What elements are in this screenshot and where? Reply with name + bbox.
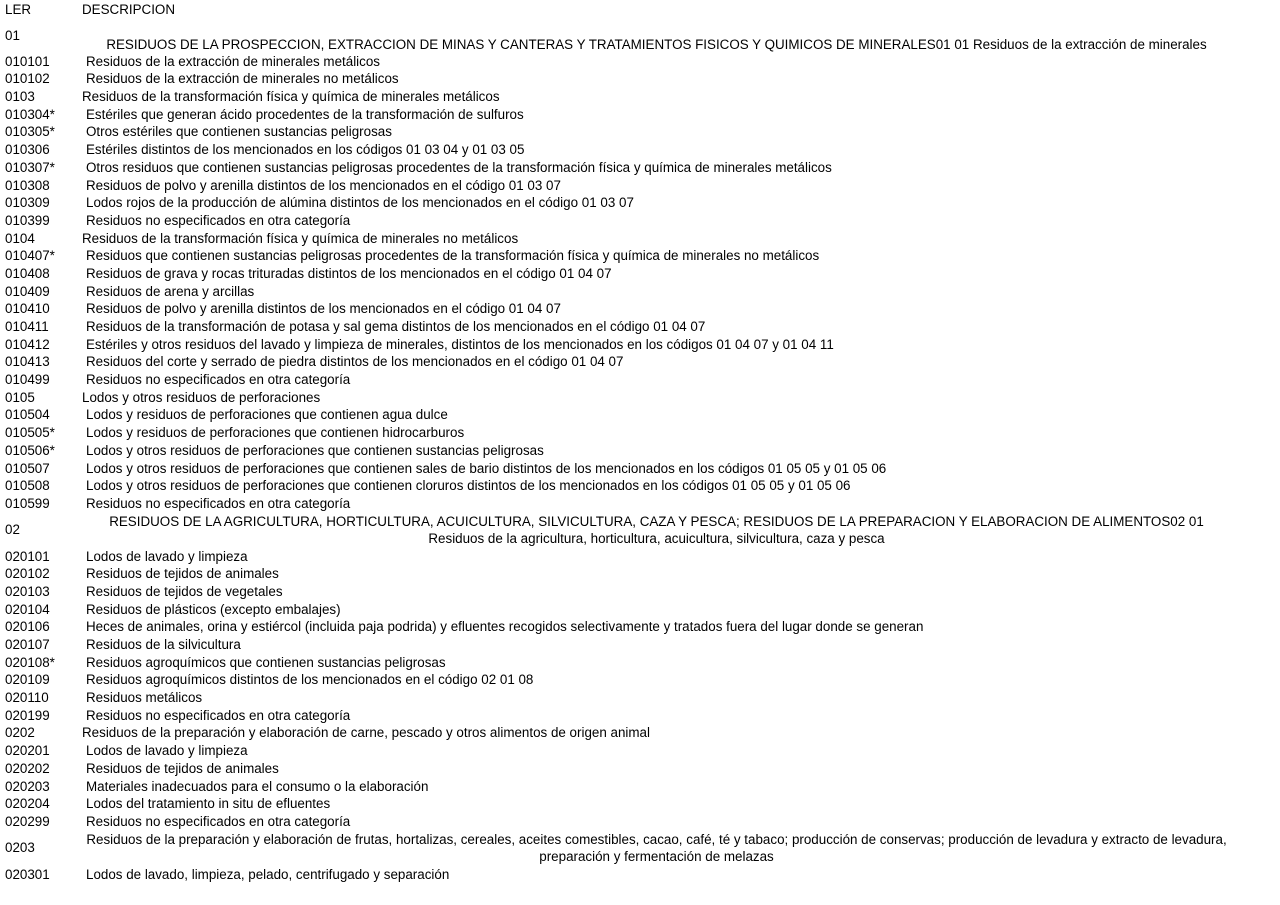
description: Lodos de lavado y limpieza <box>86 548 248 564</box>
ler-code: 01 <box>5 27 20 43</box>
table-row <box>0 689 1280 707</box>
subchapter-row <box>0 230 1280 248</box>
description: Lodos de lavado y limpieza <box>86 743 248 759</box>
ler-code: 010407* <box>5 248 55 264</box>
column-header-descripcion: DESCRIPCION <box>82 2 176 17</box>
ler-code: 02 <box>5 521 20 537</box>
table-row <box>0 866 1280 884</box>
table-row <box>0 70 1280 88</box>
description: Materiales inadecuados para el consumo o la elaboración <box>86 778 429 794</box>
description: Lodos de lavado, limpieza, pelado, centrifugado y separación <box>86 866 450 882</box>
description: Residuos de la silvicultura <box>86 637 241 652</box>
chapter-row <box>0 513 1280 548</box>
description: Residuos que contienen sustancias peligrosas procedentes de la transformación física y química de minerales no metálicos <box>86 248 820 264</box>
ler-code: 020301 <box>5 866 50 882</box>
ler-code: 010305* <box>5 124 55 140</box>
description: Heces de animales, orina y estiércol (incluida paja podrida) y efluentes recogidos selectivamente y tratados fuera del lugar donde se generan <box>86 619 924 635</box>
description: Estériles distintos de los mencionados en los códigos 01 03 04 y 01 03 05 <box>86 142 525 158</box>
description: Residuos de polvo y arenilla distintos de los mencionados en el código 01 04 07 <box>86 301 561 317</box>
ler-code: 020201 <box>5 743 50 759</box>
ler-code: 010309 <box>5 195 50 211</box>
subchapter-row <box>0 389 1280 407</box>
ler-code: 0105 <box>5 389 35 405</box>
description: Residuos de la preparación y elaboración de carne, pescado y otros alimentos de origen animal <box>82 725 650 741</box>
table-row <box>0 336 1280 354</box>
ler-code: 020299 <box>5 813 50 829</box>
ler-code: 010409 <box>5 283 50 299</box>
description: Residuos de la preparación y elaboración de frutas, hortalizas, cereales, aceites comestibles, cacao, café, té y tabaco; producción de conservas; producción de levadura y extracto de levadura, preparación y fermentación de melazas <box>86 831 1227 865</box>
ler-code: 0202 <box>5 725 35 741</box>
subchapter-row <box>0 724 1280 742</box>
ler-code: 020102 <box>5 566 50 582</box>
ler-code: 010399 <box>5 212 50 228</box>
table-row <box>0 123 1280 141</box>
description: Residuos no especificados en otra categoría <box>86 495 351 511</box>
ler-code: 010412 <box>5 336 50 352</box>
description: Lodos y residuos de perforaciones que contienen hidrocarburos <box>86 425 465 441</box>
description: Residuos no especificados en otra categoría <box>86 707 351 723</box>
ler-code: 020108* <box>5 654 55 670</box>
ler-code: 020103 <box>5 583 50 599</box>
table-row <box>0 636 1280 654</box>
table-row <box>0 760 1280 778</box>
ler-code: 020203 <box>5 778 50 794</box>
table-row <box>0 371 1280 389</box>
table-row <box>0 813 1280 831</box>
ler-code: 010101 <box>5 53 50 69</box>
description: Residuos no especificados en otra categoría <box>86 813 351 829</box>
table-row <box>0 265 1280 283</box>
table-row <box>0 353 1280 371</box>
waste-code-table <box>0 1 1280 883</box>
description: Residuos del corte y serrado de piedra distintos de los mencionados en el código 01 04 07 <box>86 354 624 370</box>
table-row <box>0 283 1280 301</box>
description: Residuos de plásticos (excepto embalajes) <box>86 601 341 617</box>
table-row <box>0 300 1280 318</box>
table-row <box>0 548 1280 566</box>
description: Residuos de la transformación física y química de minerales no metálicos <box>82 230 519 246</box>
description: Residuos de tejidos de animales <box>86 566 279 582</box>
ler-code: 020101 <box>5 548 50 564</box>
description: Lodos del tratamiento in situ de efluentes <box>86 796 331 812</box>
description: Otros residuos que contienen sustancias peligrosas procedentes de la transformación física y química de minerales metálicos <box>86 159 832 175</box>
table-row <box>0 141 1280 159</box>
description: Lodos rojos de la producción de alúmina distintos de los mencionados en el código 01 03 07 <box>86 195 634 211</box>
ler-code: 020104 <box>5 601 50 617</box>
table-row <box>0 778 1280 796</box>
table-row <box>0 565 1280 583</box>
ler-code: 010507 <box>5 460 50 476</box>
description: Residuos agroquímicos que contienen sustancias peligrosas <box>86 654 446 670</box>
ler-code: 020199 <box>5 707 50 723</box>
table-row <box>0 194 1280 212</box>
description: Residuos de la transformación de potasa y sal gema distintos de los mencionados en el código 01 04 07 <box>86 319 706 334</box>
ler-code: 0103 <box>5 89 35 105</box>
table-row <box>0 618 1280 636</box>
description: Residuos de la transformación física y química de minerales metálicos <box>82 89 500 105</box>
description: RESIDUOS DE LA AGRICULTURA, HORTICULTURA, ACUICULTURA, SILVICULTURA, CAZA Y PESCA; RESIDUOS DE LA PREPARACION Y ELABORACION DE ALIMENTOS02 01 Residuos de la agricultura, horticultura, acuicultura, silvicultura, caza y pesca <box>109 513 1204 547</box>
ler-code: 020204 <box>5 796 50 812</box>
description: Residuos de la extracción de minerales no metálicos <box>86 71 399 87</box>
ler-code: 020106 <box>5 619 50 635</box>
description: Lodos y otros residuos de perforaciones que contienen sustancias peligrosas <box>86 442 544 458</box>
table-row <box>0 671 1280 689</box>
description: Residuos de polvo y arenilla distintos de los mencionados en el código 01 03 07 <box>86 177 561 193</box>
description: Estériles y otros residuos del lavado y limpieza de minerales, distintos de los mencionados en los códigos 01 04 07 y 01 04 11 <box>86 336 834 352</box>
description: Residuos no especificados en otra categoría <box>86 212 351 228</box>
table-row <box>0 460 1280 478</box>
description: Lodos y otros residuos de perforaciones que contienen cloruros distintos de los mencionados en los códigos 01 05 05 y 01 05 06 <box>86 478 851 494</box>
description: Otros estériles que contienen sustancias peligrosas <box>86 124 392 140</box>
table-row <box>0 601 1280 619</box>
ler-code: 0104 <box>5 230 35 246</box>
ler-code: 020202 <box>5 760 50 776</box>
description: Lodos y residuos de perforaciones que contienen agua dulce <box>86 407 448 423</box>
table-row <box>0 795 1280 813</box>
table-row <box>0 477 1280 495</box>
chapter-row <box>0 831 1280 866</box>
description: Estériles que generan ácido procedentes de la transformación de sulfuros <box>86 106 524 122</box>
table-row <box>0 212 1280 230</box>
description: Residuos de grava y rocas trituradas distintos de los mencionados en el código 01 04 07 <box>86 265 612 281</box>
ler-code: 010307* <box>5 159 55 175</box>
ler-code: 0203 <box>5 839 35 855</box>
table-row <box>0 106 1280 124</box>
ler-code: 010508 <box>5 478 50 494</box>
table-row <box>0 424 1280 442</box>
table-row <box>0 654 1280 672</box>
ler-code: 010102 <box>5 71 50 87</box>
ler-code: 010506* <box>5 442 55 458</box>
table-row <box>0 742 1280 760</box>
description: Lodos y otros residuos de perforaciones que contienen sales de bario distintos de los mencionados en los códigos 01 05 05 y 01 05 06 <box>86 460 887 476</box>
table-row <box>0 159 1280 177</box>
ler-code: 010599 <box>5 495 50 511</box>
ler-code: 020110 <box>5 690 49 706</box>
table-row <box>0 707 1280 725</box>
description: RESIDUOS DE LA PROSPECCION, EXTRACCION DE MINAS Y CANTERAS Y TRATAMIENTOS FISICOS Y QUIMICOS DE MINERALES01 01 Residuos de la extracción de minerales <box>106 36 1207 52</box>
description: Residuos de tejidos de vegetales <box>86 583 283 599</box>
table-row <box>0 495 1280 513</box>
subchapter-row <box>0 88 1280 106</box>
ler-code: 020107 <box>5 637 50 652</box>
table-row <box>0 247 1280 265</box>
ler-code: 010505* <box>5 425 55 441</box>
ler-code: 010304* <box>5 106 55 122</box>
ler-code: 010410 <box>5 301 50 317</box>
description: Residuos metálicos <box>86 690 203 706</box>
table-row <box>0 318 1280 336</box>
ler-code: 010306 <box>5 142 50 158</box>
chapter-row <box>0 19 1280 53</box>
column-header-ler: LER <box>5 2 32 17</box>
ler-code: 010499 <box>5 372 50 388</box>
table-row <box>0 583 1280 601</box>
ler-code: 020109 <box>5 672 50 688</box>
table-row <box>0 406 1280 424</box>
ler-code: 010413 <box>5 354 50 370</box>
description: Residuos de arena y arcillas <box>86 283 255 299</box>
table-row <box>0 53 1280 71</box>
ler-code: 010408 <box>5 265 50 281</box>
description: Residuos de tejidos de animales <box>86 760 279 776</box>
ler-code: 010411 <box>5 319 49 334</box>
table-header <box>0 1 1280 19</box>
table-row <box>0 442 1280 460</box>
description: Residuos no especificados en otra categoría <box>86 372 351 388</box>
ler-code: 010504 <box>5 407 50 423</box>
table-row <box>0 177 1280 195</box>
description: Residuos de la extracción de minerales metálicos <box>86 53 380 69</box>
description: Lodos y otros residuos de perforaciones <box>82 389 321 405</box>
ler-code: 010308 <box>5 177 50 193</box>
description: Residuos agroquímicos distintos de los mencionados en el código 02 01 08 <box>86 672 534 688</box>
